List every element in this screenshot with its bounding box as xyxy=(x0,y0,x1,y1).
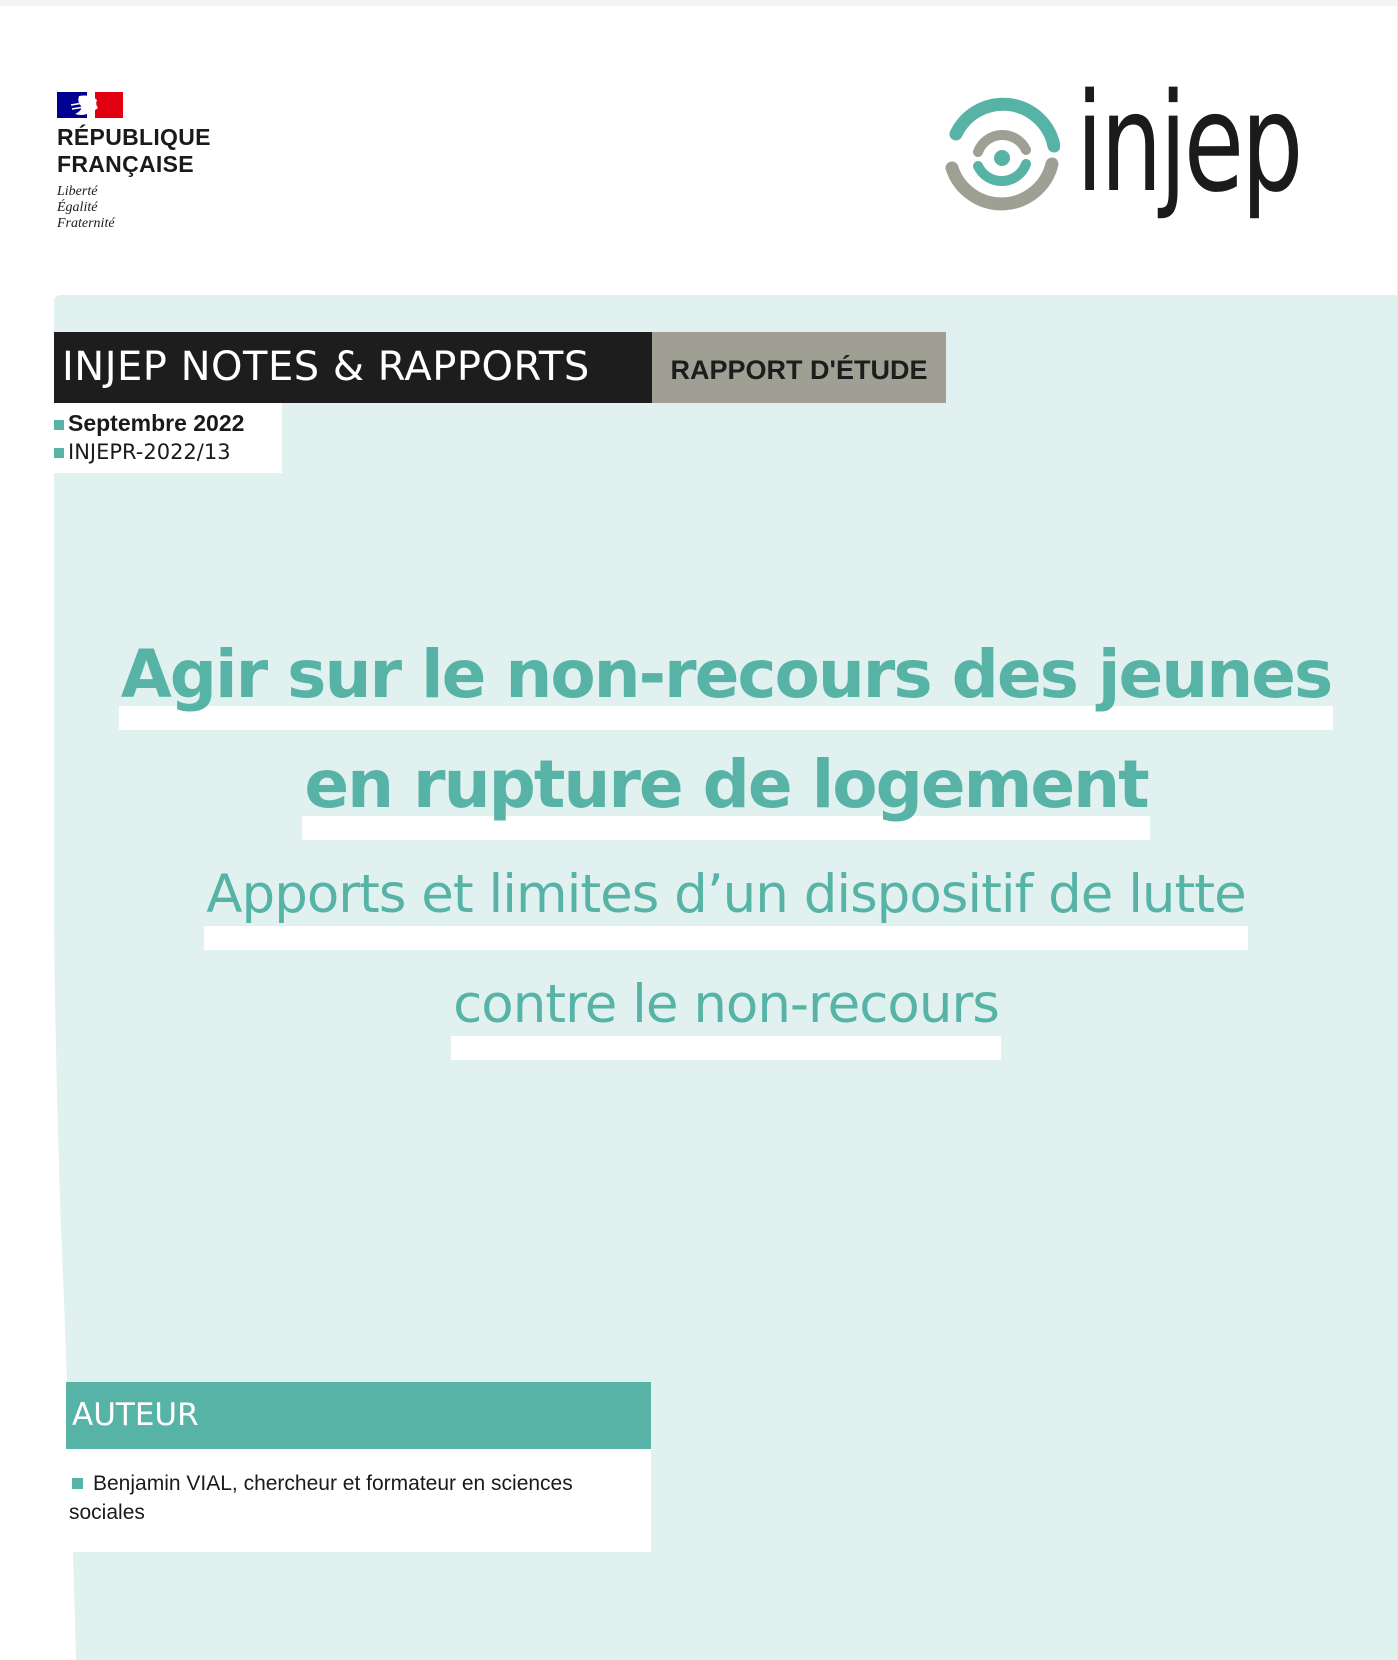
report-title-line2: en rupture de logement xyxy=(302,730,1149,840)
publication-date-text: Septembre 2022 xyxy=(68,410,245,436)
motto-egalite: Égalité xyxy=(57,200,98,215)
author-box xyxy=(66,1449,651,1552)
report-subtitle-line2: contre le non-recours xyxy=(451,950,1001,1060)
publication-date xyxy=(54,409,244,437)
author-heading: AUTEUR xyxy=(66,1382,651,1449)
bullet-square-icon xyxy=(72,1478,83,1489)
report-title xyxy=(54,620,1398,840)
publication-reference xyxy=(54,438,231,466)
bullet-square-icon xyxy=(54,420,64,430)
injep-logo xyxy=(944,65,1309,234)
republic-name-line2: FRANÇAISE xyxy=(57,151,194,177)
report-subtitle-line1: Apports et limites d’un dispositif de lutte xyxy=(204,840,1247,950)
report-subtitle xyxy=(54,840,1398,1060)
republic-name-line1: RÉPUBLIQUE xyxy=(57,124,211,150)
marianne-flag-icon xyxy=(57,92,123,118)
publication-meta xyxy=(54,403,282,473)
publication-reference-text: INJEPR-2022/13 xyxy=(68,440,231,464)
bullet-square-icon xyxy=(54,448,64,458)
injep-spiral-icon xyxy=(944,94,1060,224)
series-name: INJEP NOTES & RAPPORTS xyxy=(54,332,652,403)
cover-title-block xyxy=(54,620,1398,1060)
motto-liberte: Liberté xyxy=(57,184,98,199)
report-title-line1: Agir sur le non-recours des jeunes xyxy=(119,620,1334,730)
report-type-badge: RAPPORT D'ÉTUDE xyxy=(652,332,946,403)
motto-fraternite: Fraternité xyxy=(57,216,115,231)
author-text: Benjamin VIAL, chercheur et formateur en sciences sociales xyxy=(69,1472,573,1524)
republic-motto xyxy=(57,184,277,232)
republique-francaise-logo xyxy=(57,92,277,232)
injep-wordmark: injep xyxy=(1076,65,1301,223)
